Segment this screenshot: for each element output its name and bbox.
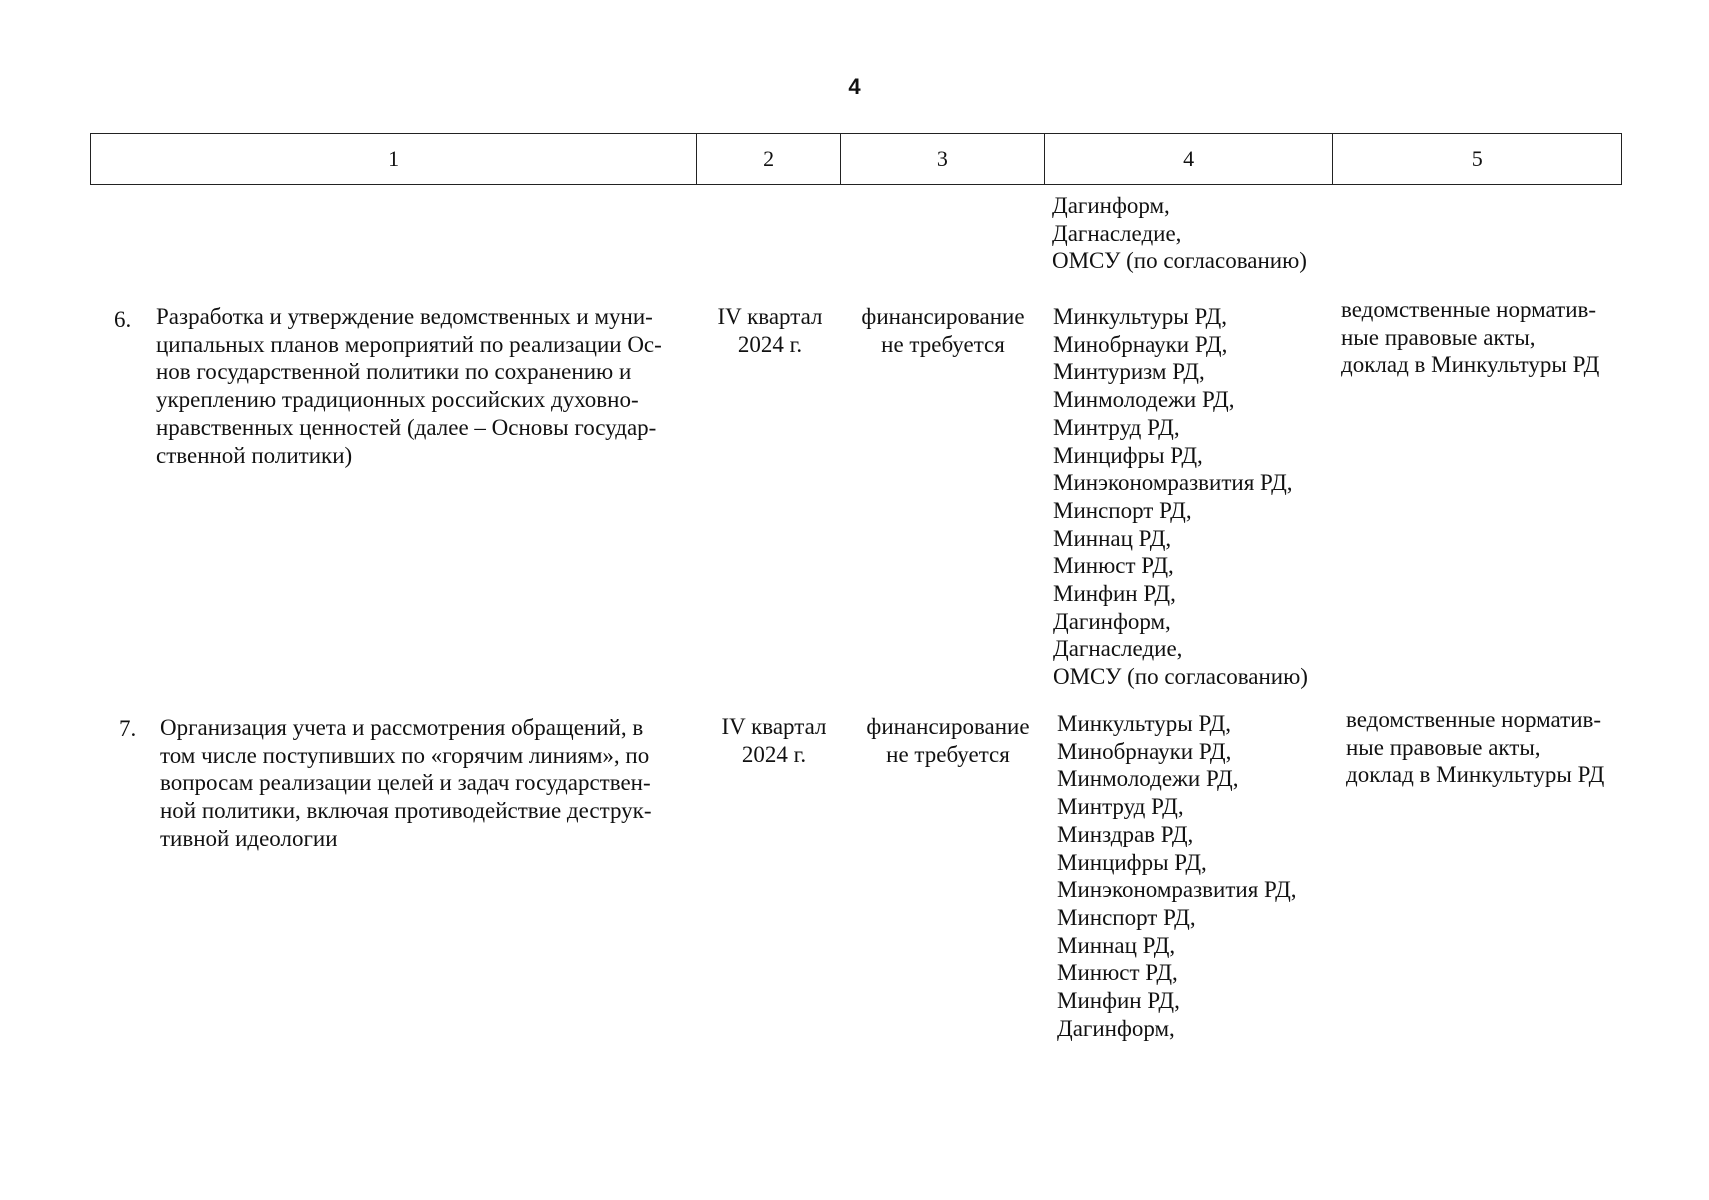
result-line: ведомственные норматив- xyxy=(1346,707,1602,732)
list-item: ОМСУ (по согласованию) xyxy=(1052,248,1307,274)
list-item: Дагинформ, xyxy=(1052,193,1170,218)
list-item: Минкультуры РД, xyxy=(1057,711,1231,736)
result-line: доклад в Минкультуры РД xyxy=(1346,762,1605,788)
list-item: Минцифры РД, xyxy=(1057,849,1207,875)
row-description xyxy=(156,303,662,469)
list-item: Миннац РД, xyxy=(1053,525,1172,551)
list-item: Минобрнауки РД, xyxy=(1053,331,1228,357)
list-item: Дагнаследие, xyxy=(1052,220,1182,246)
list-item: Минэкономразвития РД, xyxy=(1057,877,1297,903)
list-item: Минтруд РД, xyxy=(1057,794,1184,820)
result-line: ные правовые акты, xyxy=(1341,324,1536,350)
row-executors xyxy=(1057,710,1297,1042)
continuation-executors xyxy=(1052,192,1307,275)
financing-line: финансирование xyxy=(861,304,1025,329)
list-item: Минюст РД, xyxy=(1057,960,1178,986)
list-item: Минмолодежи РД, xyxy=(1053,387,1235,413)
list-item: Минцифры РД, xyxy=(1053,442,1203,468)
row-deadline xyxy=(704,303,836,358)
deadline-line: 2024 г. xyxy=(741,741,807,767)
list-item: Дагинформ, xyxy=(1057,1015,1175,1041)
list-item: Минфин РД, xyxy=(1057,988,1180,1014)
list-item: Минмолодежи РД, xyxy=(1057,766,1239,792)
row-financing xyxy=(853,713,1043,768)
financing-line: не требуется xyxy=(886,741,1010,767)
list-item: Минобрнауки РД, xyxy=(1057,738,1232,764)
deadline-line: 2024 г. xyxy=(737,331,803,357)
description-line: ципальных планов мероприятий по реализации Ос- xyxy=(156,331,662,357)
description-line: ной политики, включая противодействие деструк- xyxy=(160,798,652,824)
list-item: Минспорт РД, xyxy=(1053,497,1192,523)
description-line: укреплению традиционных российских духовно- xyxy=(156,387,639,413)
deadline-line: IV квартал xyxy=(717,304,823,329)
financing-line: финансирование xyxy=(866,714,1030,739)
list-item: Миннац РД, xyxy=(1057,932,1176,958)
row-deadline xyxy=(708,713,840,768)
header-col-5: 5 xyxy=(1471,146,1483,171)
list-item: Минтруд РД, xyxy=(1053,414,1180,440)
header-col-1: 1 xyxy=(91,134,697,184)
list-item: Минкультуры РД, xyxy=(1053,304,1227,329)
list-item: Минздрав РД, xyxy=(1057,821,1194,847)
list-item: ОМСУ (по согласованию) xyxy=(1053,664,1308,690)
result-line: доклад в Минкультуры РД xyxy=(1341,352,1600,378)
result-line: ные правовые акты, xyxy=(1346,734,1541,760)
page-number: 4 xyxy=(848,74,861,99)
header-col-4: 4 xyxy=(1045,134,1334,184)
list-item: Минфин РД, xyxy=(1053,581,1176,607)
list-item: Минспорт РД, xyxy=(1057,904,1196,930)
financing-line: не требуется xyxy=(881,331,1005,357)
header-col-3: 3 xyxy=(841,134,1045,184)
description-line: тивной идеологии xyxy=(160,825,338,851)
list-item: Минэкономразвития РД, xyxy=(1053,470,1293,496)
header-col-2: 2 xyxy=(697,134,841,184)
list-item: Дагинформ, xyxy=(1053,608,1171,634)
row-number: 6. xyxy=(114,307,132,332)
row-number: 7. xyxy=(119,716,137,741)
row-result xyxy=(1341,296,1599,379)
deadline-line: IV квартал xyxy=(721,714,827,739)
table-header-row xyxy=(90,133,1622,185)
description-line: том числе поступивших по «горячим линиям», по xyxy=(160,742,650,768)
description-line: нов государственной политики по сохранению и xyxy=(156,359,632,385)
description-line: нравственных ценностей (далее – Основы государ- xyxy=(156,414,657,440)
description-line: Разработка и утверждение ведомственных и муни- xyxy=(156,304,653,329)
list-item: Минюст РД, xyxy=(1053,553,1174,579)
result-line: ведомственные норматив- xyxy=(1341,297,1597,322)
list-item: Дагнаследие, xyxy=(1053,636,1183,662)
row-financing xyxy=(848,303,1038,358)
row-executors xyxy=(1053,303,1308,691)
row-description xyxy=(160,714,652,853)
row-result xyxy=(1346,706,1604,789)
description-line: вопросам реализации целей и задач государствен- xyxy=(160,770,651,796)
list-item: Минтуризм РД, xyxy=(1053,359,1205,385)
description-line: ственной политики) xyxy=(156,442,353,468)
description-line: Организация учета и рассмотрения обращений, в xyxy=(160,715,644,740)
